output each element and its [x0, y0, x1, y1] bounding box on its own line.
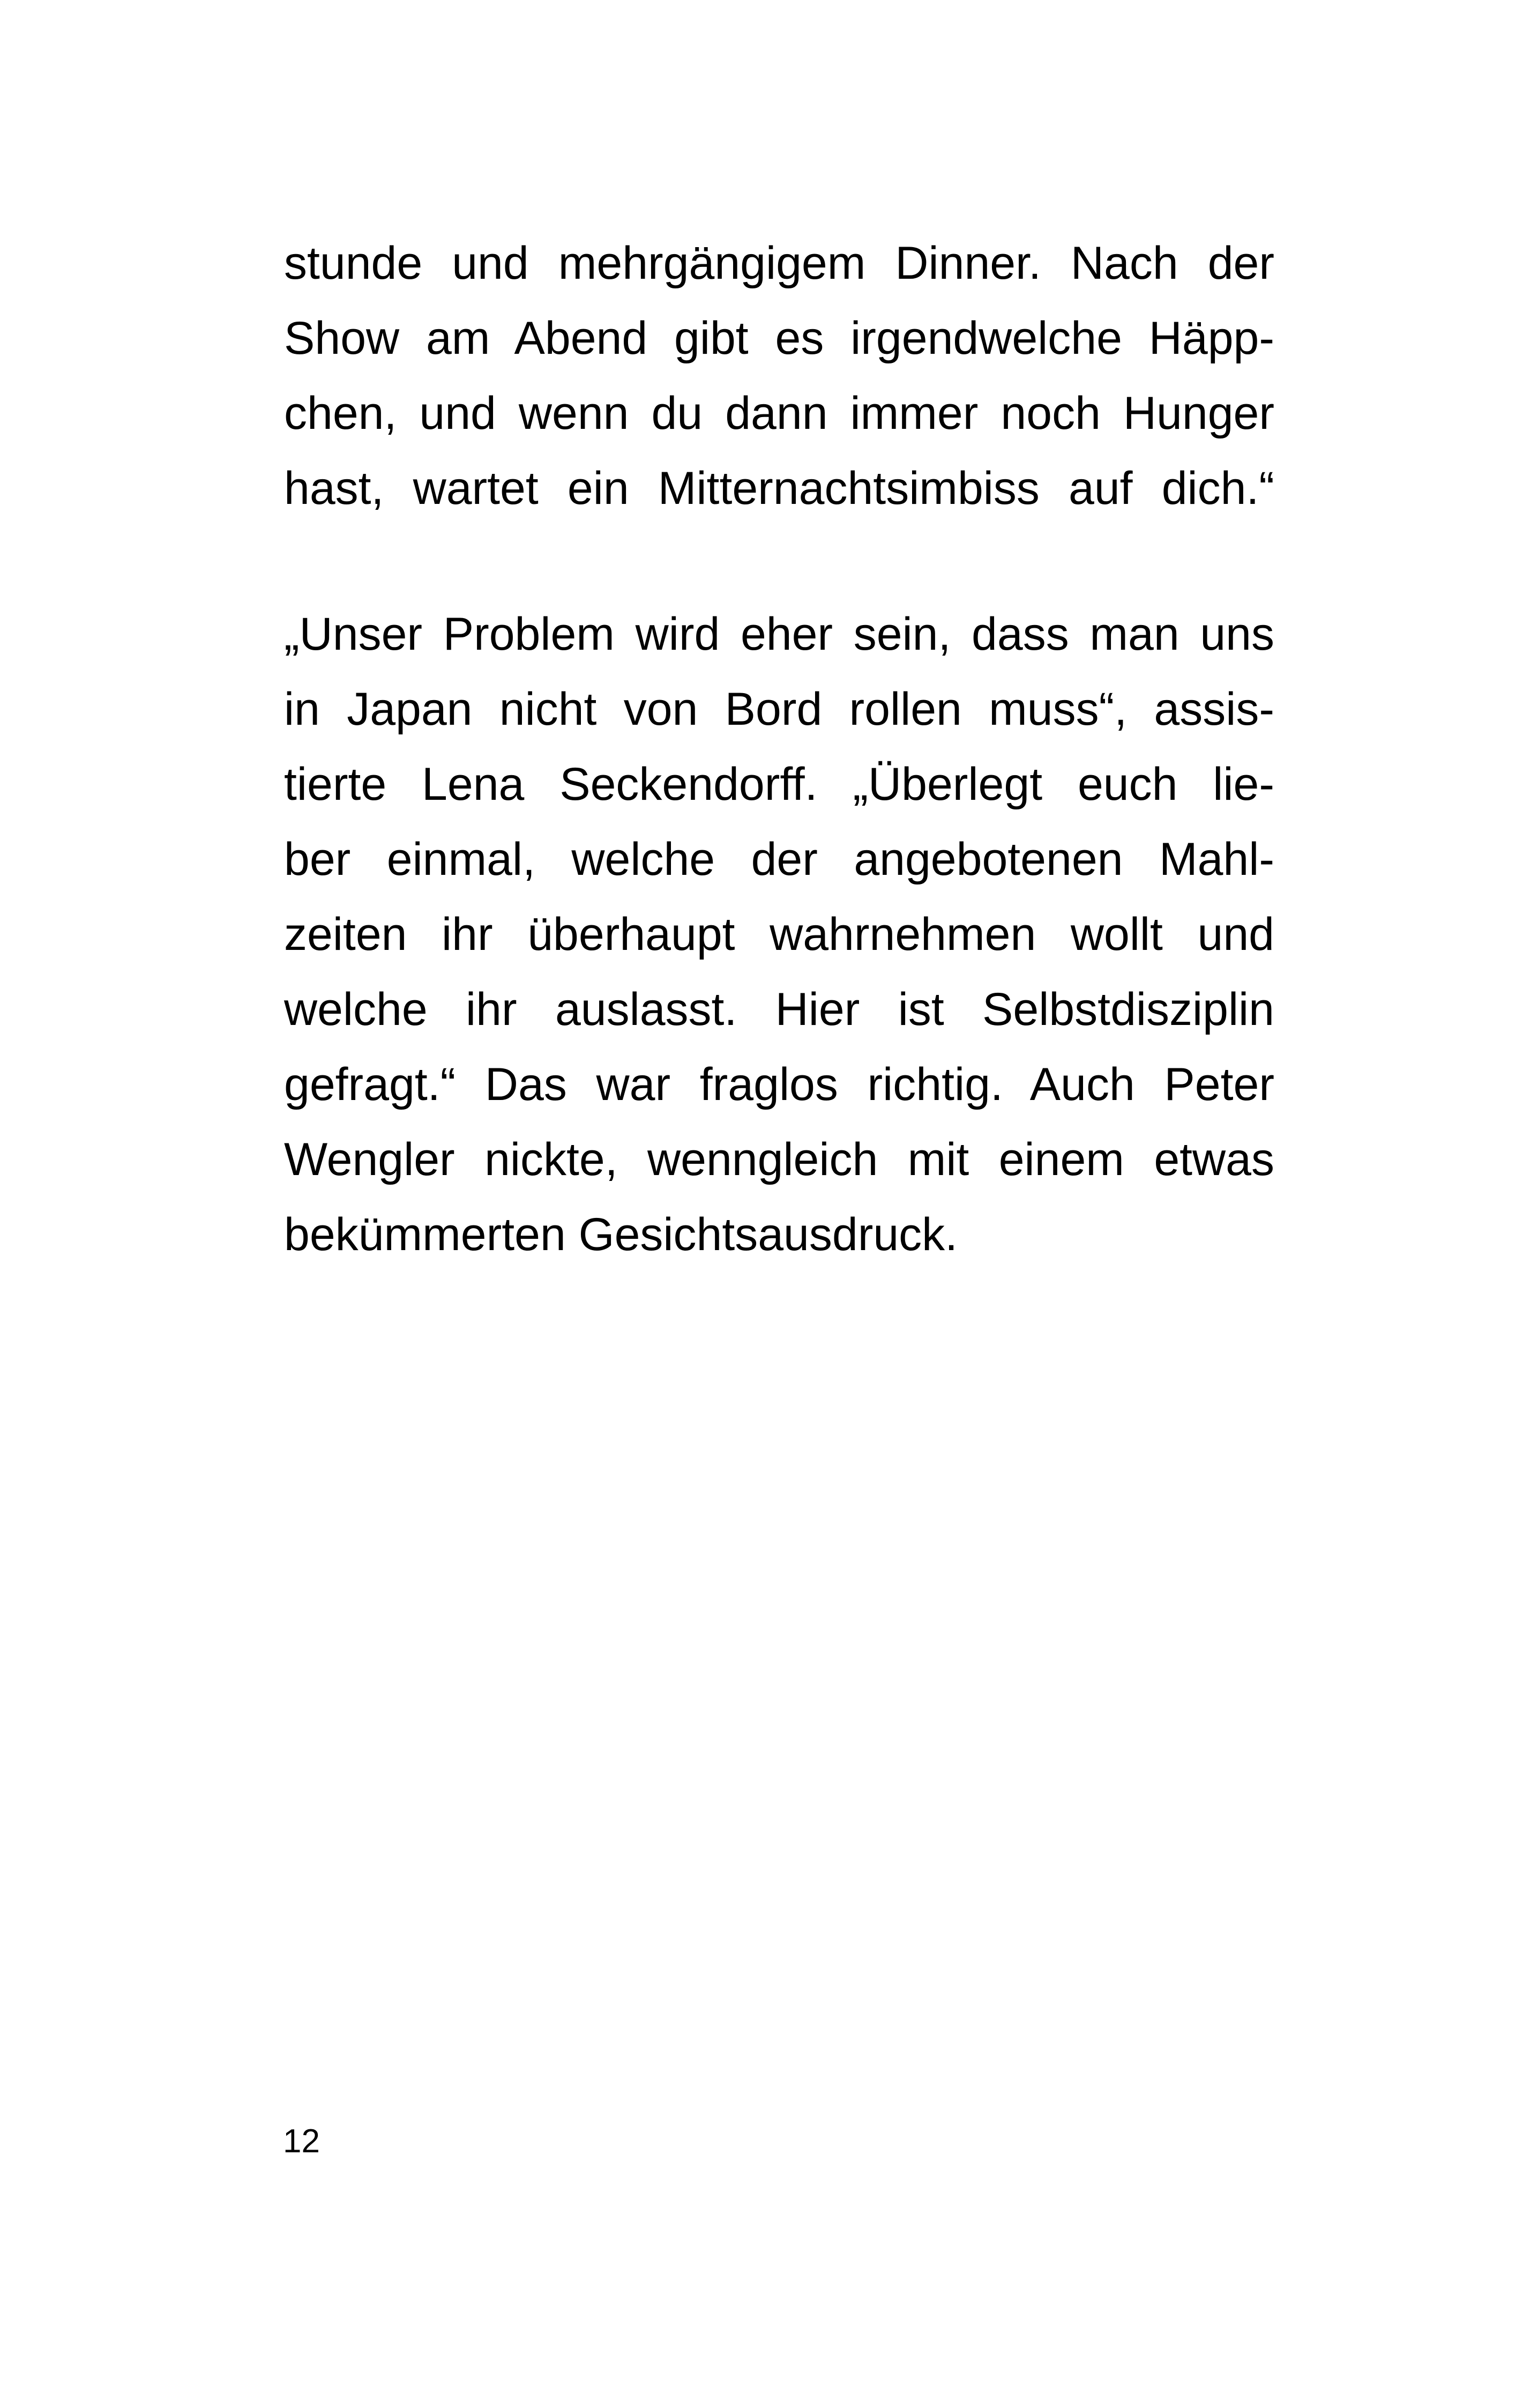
text-line: Wengler nickte, wenngleich mit einem etwas — [284, 1134, 1274, 1185]
page-number: 12 — [283, 2123, 320, 2160]
text-line: gefragt.“ Das war fraglos richtig. Auch Peter — [284, 1059, 1274, 1110]
text-line: zeiten ihr überhaupt wahrnehmen wollt und — [284, 909, 1274, 960]
text-line: in Japan nicht von Bord rollen muss“, assis- — [284, 683, 1274, 735]
text-line: welche ihr auslasst. Hier ist Selbstdisziplin — [284, 984, 1274, 1035]
text-line: tierte Lena Seckendorff. „Überlegt euch lie- — [284, 759, 1274, 810]
text-line: „Unser Problem wird eher sein, dass man uns — [284, 608, 1274, 660]
text-line: bekümmerten Gesichtsausdruck. — [284, 1209, 958, 1260]
text-line: stunde und mehrgängigem Dinner. Nach der — [284, 237, 1274, 289]
paragraph-1 — [284, 226, 1274, 526]
text-line: ber einmal, welche der angebotenen Mahl- — [284, 834, 1274, 885]
paragraph-2 — [284, 597, 1274, 1272]
text-line: Show am Abend gibt es irgendwelche Häpp- — [284, 313, 1274, 364]
text-line: hast, wartet ein Mitternachtsimbiss auf dich.“ — [284, 463, 1274, 514]
text-line: chen, und wenn du dann immer noch Hunger — [284, 388, 1274, 439]
